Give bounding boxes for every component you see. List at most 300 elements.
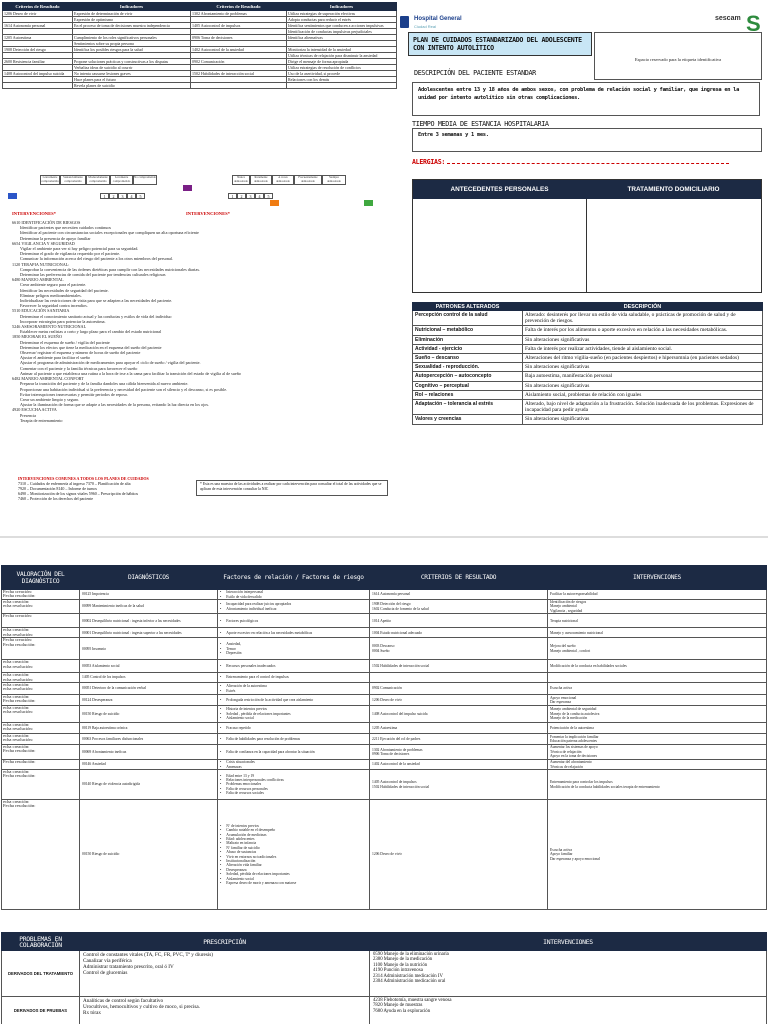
risk-factor: • Desesperanza (220, 868, 367, 872)
intervention-cell: Apoyo emocional Dar esperanza (548, 695, 767, 706)
risk-factor-list (220, 760, 367, 769)
likert-scale-demonstrated (232, 175, 346, 185)
intervention-line: Ajustar el programa de administración de medicamentos para apoyar el ciclo de sueño / vigilia del paciente. (20, 360, 201, 366)
allergies-field[interactable] (412, 158, 729, 166)
criteria-grid-cell: 1408 Autocontrol del impulso suicida (3, 71, 73, 77)
pattern-name: Rol – relaciones (413, 390, 523, 399)
risk-factor-list (220, 684, 367, 693)
intervention-line: Ajustar el ambiente para facilitar el sueño (20, 355, 90, 361)
diagnosis-table-header: INTERVENCIONES (548, 566, 767, 590)
risk-factors (218, 706, 370, 723)
pattern-description: Alteraciones del ritmo vigilia-sueño (en pacientes despiertos) e hipersomnia (en pacientes sedados) (523, 354, 763, 363)
date-field: echa creación: (3, 733, 30, 739)
intervention-line: 6654 VIGILANCIA Y SEGURIDAD (12, 240, 75, 246)
page-gap (0, 538, 768, 560)
criteria-grid-cell: Identifica los posibles riesgos para la salud (73, 47, 191, 53)
criteria-grid-cell: 1402 Autocontrol de la ansiedad (191, 47, 287, 53)
diagnosis-name: 00125 Impotencia (80, 590, 218, 600)
hospital-name: Hospital General (414, 16, 462, 22)
risk-factor: • Historia de intentos previos (220, 707, 367, 711)
risk-factor: • Estrés (220, 689, 367, 693)
criteria-grid-cell: Identifica sentimientos que conducen a acciones impulsivas (287, 23, 397, 29)
intervention-line: Presencia (20, 412, 37, 418)
intervention-cell: Escucha activa Apoyo familiar Dar esperanza y apoyo emocional (548, 800, 767, 910)
date-cell (2, 800, 80, 910)
sescam-s-icon: S (746, 11, 761, 36)
date-field: Fecha resolución: (3, 593, 36, 599)
description-header: DESCRIPCIÓN (523, 303, 763, 311)
pattern-row (413, 415, 763, 424)
date-cell (2, 706, 80, 723)
pattern-name: Actividad - ejercicio (413, 344, 523, 353)
diagnosis-name: 00069 Afrontamiento ineficaz (80, 745, 218, 760)
intervention-line: Crear un ambiente limpio y seguro. (20, 396, 80, 402)
pattern-description: Alterado, bajo nivel de adaptación a la frustración. Solución inadecuada de los problemas. Expresiones de incapacidad para pedir ayuda (523, 400, 763, 415)
likert-scale-compromised (40, 175, 157, 185)
criteria-grid-header: Indicadores (73, 3, 191, 11)
intervention-line: Vigilar el ambiente para ver si hay peligro potencial para su seguridad. (20, 246, 139, 252)
date-cell (2, 628, 80, 638)
intervention-line: 6610 IDENTIFICACIÓN DE RIESGOS (12, 220, 81, 225)
date-field: echa resolución: (3, 631, 33, 637)
scale-label: Levemente comprometido (110, 175, 133, 185)
allergies-line (447, 159, 729, 164)
date-field: Fecha creación: (3, 589, 32, 594)
scale-number: 2 (237, 193, 246, 199)
common-intervention-line: 7920 – Documentación 8140 – Informe de turnos (18, 486, 97, 491)
pattern-description: Sin alteraciones significativas (523, 335, 763, 344)
intervention-cell: Identificación de riesgos Manejo ambiental Vigilancia , seguridad (548, 600, 767, 614)
criteria-grid-cell: Expresión de determinación de vivir (73, 11, 191, 17)
risk-factor: • Abuso de sustancias (220, 850, 367, 854)
risk-factor: • Vivir en entornos no tradicionales (220, 855, 367, 859)
risk-factor-list (220, 698, 367, 702)
risk-factors (218, 734, 370, 745)
outcome-criteria: 1408 Autocontrol del impulso suicida (370, 706, 548, 723)
scale-label: Moderadamente comprometido (86, 175, 110, 185)
diagnosis-name: 00099 Mantenimiento ineficaz de la salud (80, 600, 218, 614)
risk-factors (218, 723, 370, 734)
collaboration-problem: DERIVADOS DE PRUEBAS (2, 997, 80, 1024)
risk-factor: • Falta de habilidades para resolución de problemas (220, 737, 367, 741)
risk-factor: • Recursos personales inadecuados (220, 664, 367, 668)
pattern-row (413, 372, 763, 381)
diagnosis-name: 1405 Control de los impulsos (80, 673, 218, 683)
scale-label: Raramente demostrado (250, 175, 272, 185)
criteria-grid-cell: Monitoriza la intensidad de la ansiedad (287, 47, 397, 53)
pattern-description: Sin alteraciones significativas (523, 381, 763, 390)
outcome-criteria: 1908 Detección del riesgo 1602 Conducta de fomento de la salud (370, 600, 548, 614)
criteria-grid-cell: Revela planes de suicidio (73, 83, 191, 89)
scale-number: 2 (109, 193, 118, 199)
intervention-line: Determinar los efectos que tiene la medicación en el esquema del sueño del paciente (20, 344, 162, 350)
scale-label: No comprometido (133, 175, 157, 185)
intervention-cell: Terapia nutricional (548, 614, 767, 628)
diagnosis-name: 00140 Riesgo de violencia autodirigida (80, 770, 218, 800)
pattern-description: Aislamiento social, problemas de relación con iguales (523, 390, 763, 399)
diagnosis-table-header: VALORACIÓN DEL DIAGNÓSTICO (2, 566, 80, 590)
intervention-line: Comunicar la información acerca del riesgo del paciente a los otros miembros del personal. (20, 256, 174, 262)
risk-factor: • Interacción interpersonal (220, 590, 367, 594)
risk-factors (218, 683, 370, 695)
risk-factor: • Factores psicológicos (220, 619, 367, 623)
risk-factor-list (220, 590, 367, 599)
date-field: echa creación: (3, 769, 30, 775)
criteria-grid-cell: 0906 Toma de decisiones (191, 35, 287, 41)
intervention-line: Determinar la presencia de apoyo familiar (20, 235, 91, 241)
diagnosis-table-header: DIAGNÓSTICOS (80, 566, 218, 590)
pattern-name: Adaptación – tolerancia al estrés (413, 400, 523, 415)
scale-number: 3 (118, 193, 127, 199)
prescription-cell: Analíticas de control según facultativo Urocultivos, hemocultivos y cultivo de moco, si precisa. Rx tórax (80, 997, 370, 1024)
risk-factor: • Edad entre 13 y 19 (220, 774, 367, 778)
collab-intervention-cell: 0590 Manejo de la eliminación urinaria 2380 Manejo de la medicación 1100 Manejo de la nutrición 4190 Punción intravenosa 2314 Administración medicación IV 2304 Administración medicación oral (370, 951, 767, 997)
risk-factor: • Nº de intentos previos (220, 824, 367, 828)
criteria-grid-cell (287, 83, 397, 89)
pattern-name: Percepción control de la salud (413, 311, 523, 326)
criteria-grid-cell: 1502 Habilidades de interacción social (191, 71, 287, 77)
risk-factor: • Cambio notable en el desempeño (220, 828, 367, 832)
date-cell (2, 734, 80, 745)
criteria-grid-cell: 1908 Detección del riesgo (3, 47, 73, 53)
pattern-description: Alterado: desinterés por llevar un estilo de vida saludable, o prácticas de promoción de salud y de prevención de riesgos. (523, 311, 763, 326)
pattern-row (413, 381, 763, 390)
pattern-row (413, 390, 763, 399)
common-intervention-line: 7460 – Protección de los derechos del paciente (18, 496, 93, 501)
risk-factor: • Ansiedad, (220, 642, 367, 646)
criteria-grid-cell: 1302 Afrontamiento de problemas (191, 11, 287, 17)
date-field: echa resolución: (3, 726, 33, 732)
history-treatment-box (412, 179, 762, 293)
outcome-criteria: 2211 Ejecución del rol de padres (370, 734, 548, 745)
criteria-grid-cell: 1205 Autoestima (3, 35, 73, 41)
date-field: Fecha creación: (3, 637, 32, 643)
stay-time-text: Entre 3 semanas y 1 mes. (412, 128, 762, 152)
care-plan-diagnosis-page (0, 560, 768, 1024)
common-interventions-title: INTERVENCIONES COMUNES A TODOS LOS PLANES DE CUIDADOS (18, 476, 149, 481)
home-treatment-heading: TRATAMIENTO DOMICILIARIO (586, 180, 761, 199)
risk-factor: • Incapacidad para realizar juicios apropiados (220, 602, 367, 606)
intervention-line: Determinar el grado de vigilancia requerido por el paciente. (20, 251, 121, 257)
diagnosis-row (2, 673, 767, 683)
scale-number: 1 (228, 193, 237, 199)
risk-factors (218, 760, 370, 770)
intervention-line: 6480 MANEJO AMBIENTAL (12, 277, 64, 283)
risk-factors (218, 770, 370, 800)
collab-intervention-cell: 4238 Flebotomía, muestra sangre venosa 7820 Manejo de muestras 7680 Ayuda en la exploración (370, 997, 767, 1024)
scale-label: Nunca demostrado (232, 175, 250, 185)
criteria-grid-cell: Hace planes para el futuro (73, 77, 191, 83)
pattern-description: Sin alteraciones significativas (523, 415, 763, 424)
interventions-heading-left: INTERVENCIONES* (12, 211, 56, 216)
allergies-label: ALERGIAS: (412, 158, 446, 166)
risk-factor: • Afrontamiento individual ineficaz (220, 607, 367, 611)
diagnosis-name: 00063 Procesos familiares disfuncionales (80, 734, 218, 745)
risk-factor-list (220, 631, 367, 635)
intervention-line: Incorporar estrategias para potenciar la autoestima. (20, 318, 106, 324)
collaboration-problem: DERIVADOS DEL TRATAMIENTO (2, 951, 80, 997)
date-cell (2, 723, 80, 734)
outcome-criteria: 1405 Autocontrol de impulsos 1502 Habilidades de interacción social (370, 770, 548, 800)
pattern-name: Nutricional – metabólico (413, 326, 523, 335)
plan-title: PLAN DE CUIDADOS ESTANDARIZADO DEL ADOLESCENTE CON INTENTO AUTOLÍTICO (408, 32, 592, 56)
criteria-grid-cell: Uso de la asertividad, si procede (287, 71, 397, 77)
criteria-grid-row (3, 71, 397, 77)
risk-factor-list (220, 774, 367, 796)
criteria-grid-cell: Expresión de optimismo (73, 17, 191, 23)
hospital-logo-icon (400, 16, 409, 28)
scale-numbers-left (100, 193, 145, 199)
pattern-name: Sexualidad - reproducción. (413, 363, 523, 372)
date-cell (2, 590, 80, 600)
stay-time-heading: TIEMPO MEDIA DE ESTANCIA HOSPITALARIA (412, 120, 549, 128)
intervention-cell: Facilitar la autorresponsabilidad (548, 590, 767, 600)
pattern-row (413, 354, 763, 363)
pattern-description: Falta de interés por los alimentos o aporte excesivo en relación a las necesidades metabólicas. (523, 326, 763, 335)
date-cell (2, 614, 80, 628)
pattern-name: Cognitivo – perceptual (413, 381, 523, 390)
scale-numbers-right (228, 193, 273, 199)
risk-factor: • Crisis situacionales (220, 760, 367, 764)
collab-interventions-header: INTERVENCIONES (370, 933, 767, 951)
risk-factor-list (220, 750, 367, 754)
criteria-grid-cell: Cumplimiento de los roles significativos personales (73, 35, 191, 41)
date-field: echa creación: (3, 659, 30, 665)
criteria-grid-cell: Identificación de conductas impulsivas perjudiciales (287, 29, 397, 35)
criteria-grid-cell (191, 83, 287, 89)
risk-factor: • Alteración de la autoestima (220, 684, 367, 688)
pattern-name: Sueño – descanso (413, 354, 523, 363)
date-field: echa resolución: (3, 686, 33, 692)
date-cell (2, 600, 80, 614)
criteria-grid-cell: Utiliza estrategias de superación efectivas (287, 11, 397, 17)
risk-factor: • Aislamiento social (220, 877, 367, 881)
pattern-name: Autopercepción – autoconcepto (413, 372, 523, 381)
scale-number: 1 (100, 193, 109, 199)
sescam-text: sescam (715, 15, 741, 22)
collaboration-row (2, 997, 767, 1024)
scale-number: 3 (246, 193, 255, 199)
intervention-line: Observar/ registrar el esquema y número de horas de sueño del paciente (20, 350, 141, 356)
date-field: echa creación: (3, 627, 30, 633)
date-field: echa resolución: (3, 676, 33, 682)
diagnosis-row (2, 770, 767, 800)
date-cell (2, 683, 80, 695)
diagnosis-table-header: CRITERIOS DE RESULTADO (370, 566, 548, 590)
diagnosis-row (2, 745, 767, 760)
pattern-row (413, 335, 763, 344)
criteria-grid-cell: Propone soluciones prácticas y constructivas a los disputas (73, 59, 191, 65)
risk-factor: • Edad: adolescentes (220, 837, 367, 841)
outcome-criteria: 0003 Descanso 0004 Sueño (370, 638, 548, 660)
risk-factors (218, 614, 370, 628)
altered-patterns-table (412, 302, 763, 425)
criteria-grid-header: Criterios de Resultado (191, 3, 287, 11)
date-field: Fecha resolución: (3, 698, 36, 704)
diagnosis-row (2, 723, 767, 734)
date-field: Fecha resolución: (3, 641, 36, 647)
intervention-line: Favorecer la seguridad contra incendios. (20, 303, 88, 309)
diagnosis-name: 00001 Desequilibrio nutricional : ingesta superior a las necesidades (80, 628, 218, 638)
diagnosis-name: 00002 Desequilibrio nutricional : ingesta inferior a las necesidades (80, 614, 218, 628)
intervention-cell: Fomentar la implicación familiar Educación paterna adolescentes (548, 734, 767, 745)
risk-factor: • Soledad, pérdida de relaciones importantes (220, 872, 367, 876)
outcome-criteria (370, 673, 548, 683)
outcome-criteria: 1206 Deseo de vivir (370, 695, 548, 706)
risk-factors (218, 590, 370, 600)
column-divider (586, 199, 587, 293)
intervention-line: Establecer metas realistas a corto y largo plazo para el cambio del estado nutricional (20, 329, 162, 335)
scale-label: A veces demostrado (272, 175, 294, 185)
risk-factors (218, 673, 370, 683)
diagnosis-name: 00095 Insomnio (80, 638, 218, 660)
scale-swatch-blue (8, 193, 17, 199)
diagnosis-row (2, 600, 767, 614)
outcome-criteria: 1004 Estado nutricional adecuado (370, 628, 548, 638)
pattern-row (413, 344, 763, 353)
intervention-line: Animar al paciente a que establezca una rutina a la hora de irse a la cama para facilitar la transición del estado de vigilia al de sueño (20, 370, 241, 376)
date-field: echa creación: (3, 744, 30, 750)
criteria-grid-cell: 1206 Deseo de vivir (3, 11, 73, 17)
date-field: Fecha creación: (3, 613, 32, 619)
criteria-grid-cell: Verbaliza ideas de suicidio al ocurrir (73, 65, 191, 71)
criteria-grid-cell: Utiliza técnicas de relajación para disminuir la ansiedad (287, 53, 397, 59)
pattern-row (413, 363, 763, 372)
hospital-city: Ciudad Real (414, 24, 437, 29)
intervention-line: Preparar la transición del paciente y de la familia dandoles una cálida bienvenida al nuevo ambiente. (20, 381, 189, 387)
intervention-cell: Manejo y asesoramiento nutricional (548, 628, 767, 638)
diagnosis-row (2, 695, 767, 706)
risk-factor-list (220, 675, 367, 679)
date-field: echa creación: (3, 694, 30, 700)
date-field: Fecha resolución: (3, 759, 36, 765)
risk-factor: • Fracaso repetido (220, 726, 367, 730)
scale-label: Sustancialmente comprometido (60, 175, 86, 185)
intervention-line: Comprobar la conveniencia de las órdenes dietéticas para cumplir con las necesidades nutricionales diarias. (20, 266, 200, 272)
intervention-line: Determinar las preferencias de comida del paciente por tendencias culturales religiosas (20, 272, 166, 278)
intervention-line: Identificar las necesidades de seguridad del paciente. (20, 287, 109, 293)
date-cell (2, 760, 80, 770)
patient-description-text: Adolescentes entre 13 y 18 años de ambos sexos, con problema de relación social y familiar, que ingresa en la unidad por intento autolítico sin otras complicaciones. (412, 82, 760, 116)
scale-number: 4 (255, 193, 264, 199)
date-cell (2, 770, 80, 800)
diagnosis-name: 00124 Desesperanza (80, 695, 218, 706)
risk-factor: • Falta de recursos personales (220, 787, 367, 791)
intervention-cell: Entrenamiento para controlar los impulsos Modificación de la conducta habilidades sociales terapia de entrenamiento (548, 770, 767, 800)
intervention-cell: Escucha activa (548, 683, 767, 695)
risk-factors (218, 800, 370, 910)
risk-factor-list (220, 642, 367, 655)
pattern-row (413, 400, 763, 415)
date-cell (2, 638, 80, 660)
date-field: Fecha resolución: (3, 748, 36, 754)
outcome-criteria: 1206 Deseo de vivir (370, 800, 548, 910)
scale-number: 5 (264, 193, 273, 199)
risk-factor-list (220, 824, 367, 886)
risk-factor: • Falta de confianza en la capacidad para afrontar la situación (220, 750, 367, 754)
common-intervention-line: 7310 – Cuidados de enfermería al ingreso 7370 – Planificación de alta (18, 481, 131, 486)
date-field: echa resolución: (3, 709, 33, 715)
diagnosis-row (2, 800, 767, 910)
hospital-logo (400, 16, 512, 32)
intervention-line: Identificar al paciente con circunstancias sociales excepcionales que compliquen un alta oportuna eficiente (20, 230, 199, 236)
criteria-grid-cell: 1614 Autonomía personal (3, 23, 73, 29)
criteria-grid-cell: Dirige el mensaje de forma apropiada (287, 59, 397, 65)
intervention-line: 5510 EDUCACIÓN SANITARIA (12, 308, 70, 314)
date-field: echa creación: (3, 799, 30, 805)
intervention-line: 1850 MEJORAR EL SUEÑO (12, 334, 62, 340)
scale-number: 5 (136, 193, 145, 199)
date-cell (2, 745, 80, 760)
date-field: echa creación: (3, 682, 30, 688)
diagnosis-name: 00051 Deterioro de la comunicación verbal (80, 683, 218, 695)
intervention-line: Proporcionar una habitación individual si la preferencia y necesidad del paciente son el silencio y el descanso, si es posible. (20, 386, 228, 392)
patterns-header: PATRONES ALTERADOS (413, 303, 523, 311)
risk-factor: • Falta de recursos sociales (220, 791, 367, 795)
risk-factor-list (220, 664, 367, 668)
diagnosis-name: 00150 Riesgo de suicidio (80, 706, 218, 723)
intervention-line: 4920 ESCUCHA ACTIVA (12, 407, 57, 413)
pattern-name: Eliminación (413, 335, 523, 344)
outcome-criteria: 1614 Autonomía personal (370, 590, 548, 600)
date-field: echa creación: (3, 672, 30, 678)
risk-factor: • Estilo de vida desvalido (220, 595, 367, 599)
risk-factor: • Prolongada restricción de la actividad que crea aislamiento (220, 698, 367, 702)
intervention-cell: Modificación de la conducta en habilidades sociales (548, 660, 767, 673)
diagnosis-row (2, 683, 767, 695)
date-field: echa resolución: (3, 663, 33, 669)
date-field: Fecha resolución: (3, 773, 36, 779)
risk-factor-list (220, 602, 367, 611)
criteria-grid-cell: Relaciones con los demás (287, 77, 397, 83)
intervention-line: 5246 ASESORAMIENTO NUTRICIONAL (12, 324, 87, 330)
risk-factor-list (220, 619, 367, 623)
intervention-cell: Manejo ambiental de seguridad Manejo de la conducta autolesiva Manejo de la medicación (548, 706, 767, 723)
intervention-cell: Potenciación de la autoestima (548, 723, 767, 734)
pattern-row (413, 311, 763, 326)
risk-factor: • Aislamiento social (220, 716, 367, 720)
outcome-criteria: 1014 Apetito (370, 614, 548, 628)
prescription-header: PRESCRIPCIÓN (80, 933, 370, 951)
collaboration-row (2, 951, 767, 997)
risk-factor: • Expresa deseo de morir y amenaza con matarse (220, 881, 367, 885)
intervention-line: Determinar el esquema de sueño / vigilia del paciente (20, 339, 110, 345)
diagnosis-row (2, 660, 767, 673)
diagnosis-name: 00146 Ansiedad (80, 760, 218, 770)
criteria-grid-cell: 0902 Comunicación (191, 59, 287, 65)
risk-factor: • Alteración vida familiar (220, 863, 367, 867)
diagnosis-table (1, 565, 767, 910)
date-field: echa creación: (3, 599, 30, 604)
pattern-description: Falta de interés por realizar actividades, tiende al aislamiento social. (523, 344, 763, 353)
scale-label: Frecuentemente demostrado (294, 175, 322, 185)
risk-factor: • Institucionalización (220, 859, 367, 863)
risk-factor: • Temor (220, 647, 367, 651)
diagnosis-row (2, 760, 767, 770)
outcome-criteria: 1302 Afrontamiento de problemas 0906 Toma de decisiones (370, 745, 548, 760)
scale-number: 4 (127, 193, 136, 199)
criteria-grid-cell: 1405 Autocontrol de impulsos (191, 23, 287, 29)
criteria-grid-cell: Sentimientos sobre su propia persona (73, 41, 191, 47)
scale-label: Gravemente comprometido (40, 175, 60, 185)
intervention-cell: Aumentar los sistemas de apoyo Técnica de relajación Apoyo en la toma de decisiones (548, 745, 767, 760)
activities-note: * Esta es una muestra de las actividades a realizar por cada intervención para consultar el total de las actividades que se aplican de esta intervención consultar la NIC (196, 480, 388, 496)
scale-swatch-green (364, 200, 373, 206)
criteria-grid-cell: Adopta conductas para reducir el estrés (287, 17, 397, 23)
risk-factor: • Problemas emocionales (220, 782, 367, 786)
risk-factor: • Maltrato en infancia (220, 841, 367, 845)
risk-factor: • Aporte excesivo en relación a las necesidades metabólicas (220, 631, 367, 635)
